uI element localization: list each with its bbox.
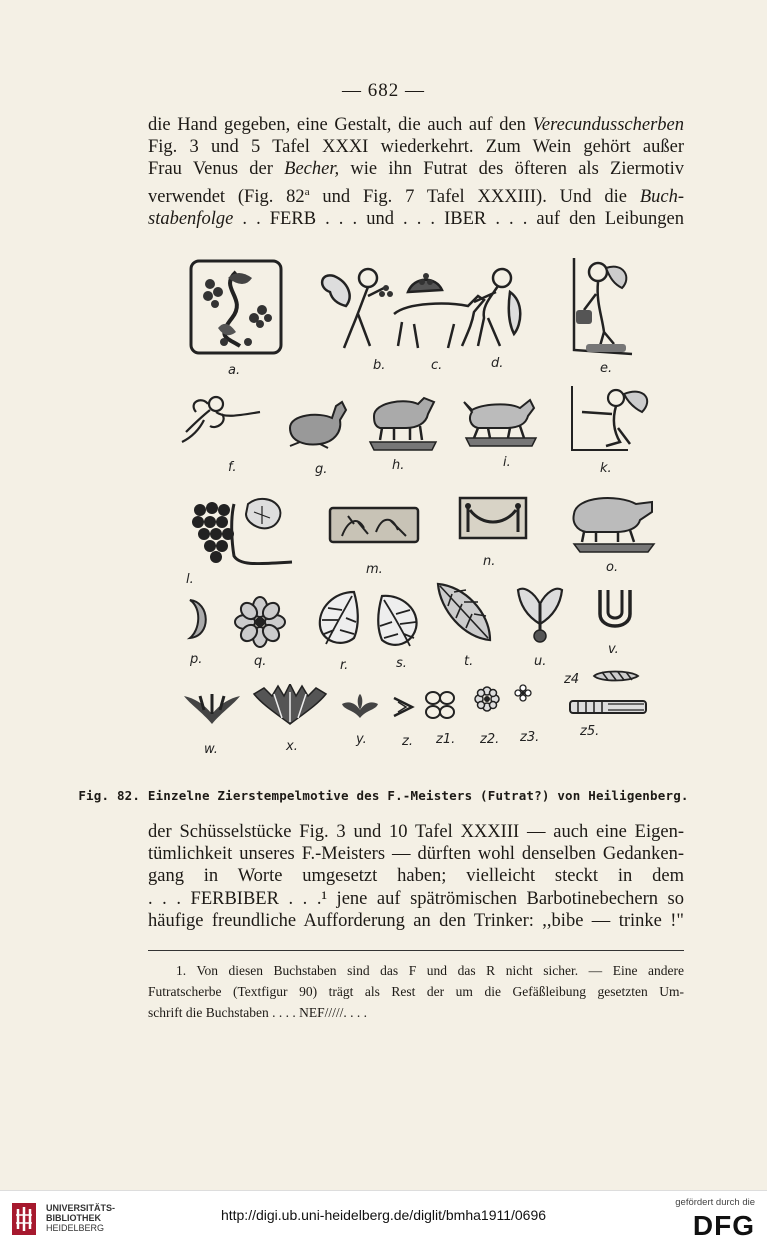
footnote-line: 1. Von diesen Buchstaben sind das F und das R nicht sicher. — Eine andere: [176, 963, 684, 978]
motif-n-garland-frieze: [458, 496, 528, 540]
motif-label: t.: [464, 654, 474, 669]
motif-label: z4: [564, 672, 580, 687]
motif-b-c-d-cupids-with-donkey: [318, 262, 528, 352]
motif-label: n.: [483, 554, 496, 569]
motif-label: v.: [608, 642, 619, 657]
motif-label: e.: [600, 361, 613, 376]
motif-label: w.: [204, 742, 218, 757]
motif-label: z5.: [580, 724, 600, 739]
motif-f-flying-cupid: [176, 392, 266, 448]
text-line: gang in Worte umgesetzt haben; vielleicht steckt in dem: [148, 866, 684, 887]
paragraph-bottom: [148, 821, 684, 932]
motif-label: y.: [356, 732, 367, 747]
motif-label: m.: [366, 562, 383, 577]
motif-label: g.: [315, 462, 328, 477]
motif-label: r.: [340, 658, 349, 673]
motif-y-trefoil: [340, 694, 380, 720]
motif-a-grape-panel: [188, 258, 284, 356]
motif-label: z.: [402, 734, 413, 749]
motif-z4-twisted-rod: [590, 668, 642, 684]
figure-82: [168, 250, 668, 770]
permalink-url[interactable]: http://digi.ub.uni-heidelberg.de/diglit/bmha1911/0696: [220, 1207, 547, 1223]
page-number: — 682 —: [342, 80, 425, 101]
motif-x-fan-palmette: [252, 684, 328, 726]
text-line: stabenfolge . . FERB . . . und . . . IBER . . . auf den Leibungen: [148, 208, 684, 229]
motif-v-double-arch: [596, 586, 634, 630]
motif-label: x.: [286, 739, 298, 754]
paragraph-top: [148, 114, 684, 230]
motif-m-figured-frieze: [328, 506, 420, 544]
footnote: [148, 960, 684, 1023]
motif-label: s.: [396, 656, 407, 671]
motif-label: o.: [606, 560, 619, 575]
motif-label: d.: [491, 356, 504, 371]
dfg-logo: DFG: [692, 1210, 755, 1241]
motif-i-dog-on-base: [458, 392, 540, 448]
motif-r-leaf: [314, 588, 362, 652]
motif-z3-tiny-rosette: [514, 684, 532, 702]
motif-label: a.: [228, 363, 241, 378]
motif-label: z1.: [436, 732, 456, 747]
motif-w-palmette: [182, 690, 242, 726]
motif-z5-bead-rod: [568, 698, 648, 716]
library-name: UNIVERSITÄTS- BIBLIOTHEK HEIDELBERG: [46, 1203, 116, 1233]
motif-z-chevron: [390, 694, 418, 720]
motif-q-rosette: [234, 596, 286, 648]
footnote-divider: [148, 950, 684, 951]
footnote-line: schrift die Buchstaben . . . . NEF/////. . . .: [148, 1005, 367, 1020]
motif-o-boar-on-base: [568, 490, 658, 556]
motif-z2-small-rosette: [474, 686, 500, 712]
motif-g-reclining-goat: [280, 398, 352, 450]
motif-label: z2.: [480, 732, 500, 747]
motif-k-kneeling-cupid: [568, 384, 656, 456]
motif-s-leaf: [374, 592, 422, 652]
motif-label: u.: [534, 654, 547, 669]
viewer-footer: [0, 1190, 767, 1247]
motif-l-grape-and-vine-leaf: [188, 496, 300, 572]
motif-label: p.: [190, 652, 203, 667]
motif-label: f.: [228, 460, 237, 475]
motif-h-ram-on-base: [366, 390, 440, 454]
footnote-line: Futratscherbe (Textfigur 90) trägt als Rest der um die Gefäßleibung gesetzten Um-: [148, 984, 684, 999]
motif-z1-quatrefoil: [422, 688, 458, 722]
motif-label: h.: [392, 458, 405, 473]
motif-p-crescent: [184, 596, 214, 642]
motif-u-palmette-drop: [514, 584, 566, 646]
motif-label: i.: [503, 455, 511, 470]
text-line: Fig. 3 und 5 Tafel XXXI wiederkehrt. Zum Wein gehört außer: [148, 137, 684, 158]
text-line: der Schüsselstücke Fig. 3 und 10 Tafel XXXIII — auch eine Eigen-: [148, 822, 684, 842]
text-line: verwendet (Fig. 82$^a$ und Fig. 7 Tafel XXXIII). Und die Buch-: [148, 185, 684, 207]
figure-caption: Fig. 82. Einzelne Zierstempelmotive des F.-Meisters (Futrat?) von Heiligenberg.: [78, 788, 689, 803]
motif-e-cupid-with-basket: [570, 254, 636, 358]
motif-label: c.: [431, 358, 443, 373]
text-line: häufige freundliche Aufforderung an den Trinker: ,,bibe — trinke !": [148, 910, 684, 931]
motif-label: b.: [373, 358, 386, 373]
motif-label: k.: [600, 461, 612, 476]
text-line: . . . FERBIBER . . .¹ jene auf spätrömischen Barbotinebechern so: [148, 888, 684, 909]
text-line: die Hand gegeben, eine Gestalt, die auch auf den Verecundusscherben: [148, 115, 684, 135]
text-line: tümlichkeit unseres F.-Meisters — dürften wohl denselben Gedanken-: [148, 844, 684, 865]
motif-label: l.: [186, 572, 194, 587]
text-line: Frau Venus der Becher, wie ihn Futrat des öfteren als Ziermotiv: [148, 159, 684, 180]
motif-label: q.: [254, 654, 267, 669]
motif-label: z3.: [520, 730, 540, 745]
funding-text: gefördert durch die: [675, 1197, 755, 1208]
motif-t-leaf-diagonal: [434, 580, 494, 644]
